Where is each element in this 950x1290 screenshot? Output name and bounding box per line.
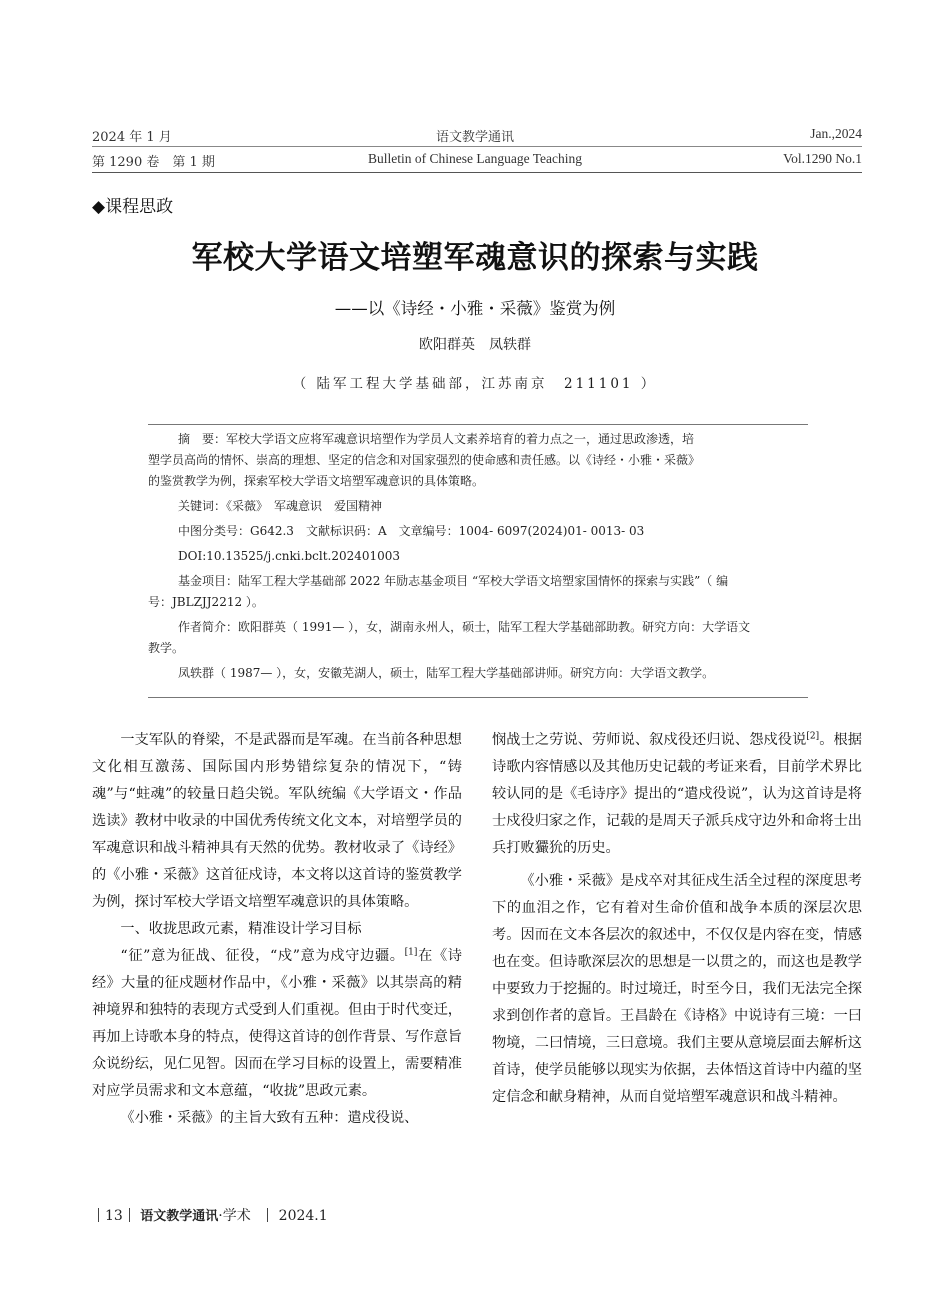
author-bio-line-2: 教学。 [148, 641, 185, 655]
article-subtitle: ——以《诗经・小雅・采薇》鉴赏为例 [334, 299, 616, 318]
abstract-line-3: 的鉴赏教学为例，探索军校大学语文培塑军魂意识的具体策略。 [148, 474, 485, 488]
author-bio-line-3: 凤轶群（ 1987— ），女，安徽芜湖人，硕士，陆军工程大学基础部讲师。研究方向：大学语文教学。 [178, 666, 715, 680]
footer-divider [129, 1208, 130, 1222]
footer-divider [98, 1208, 99, 1222]
abstract [148, 429, 808, 492]
author-bio-line-1: 作者简介：欧阳群英（ 1991— ），女，湖南永州人，硕士，陆军工程大学基础部助教。研究方向：大学语文 [178, 620, 751, 634]
footer-journal-suffix: ·学术 [218, 1208, 251, 1224]
header-rule-2 [92, 172, 862, 173]
classification: 中图分类号：G642.3 文献标识码：A 文章编号：1004- 6097(2024)01- 0013- 03 [178, 524, 645, 538]
left-paragraph-2-cont: 在《诗经》大量的征戍题材作品中，《小雅・采薇》以其崇高的精神境界和独特的表现方式受到人们重视。但由于时代变迁，再加上诗歌本身的特点，使得这首诗的创作背景、写作意旨众说纷纭，见仁见智。因而在学习目标的设置上，需要精准对应学员需求和文本意蕴，“收拢”思政元素。 [92, 948, 462, 1099]
reference-marker-1: [1] [404, 947, 418, 958]
header-volume-cn: 第 1290 卷 第 1 期 [92, 155, 215, 170]
article-title: 军校大学语文培塑军魂意识的探索与实践 [191, 240, 759, 276]
header-journal-cn: 语文教学通讯 [435, 130, 514, 145]
right-paragraph-1-text: 悯战士之劳说、劳师说、叙戍役还归说、怨戍役说 [492, 732, 807, 748]
page-number: 13 [105, 1208, 123, 1224]
authors: 欧阳群英 凤轶群 [419, 337, 531, 353]
abstract-line-1: 摘 要：军校大学语文应将军魂意识培塑作为学员人文素养培育的着力点之一，通过思政渗透，培 [178, 432, 695, 446]
left-paragraph-2-text: “征”意为征战、征役，“戍”意为戍守边疆。 [120, 948, 405, 964]
header-date-en: Jan.,2024 [810, 126, 862, 141]
metadata-block [148, 429, 808, 684]
footer-issue: 2024.1 [278, 1208, 328, 1224]
footer-divider [267, 1208, 268, 1222]
meta-rule-top [148, 424, 808, 425]
meta-rule-bottom [148, 697, 808, 698]
right-paragraph-1 [492, 727, 862, 862]
left-paragraph-2 [92, 943, 462, 1105]
header-volume-en: Vol.1290 No.1 [783, 151, 862, 166]
left-paragraph-3: 《小雅・采薇》的主旨大致有五种：遣戍役说、 [120, 1110, 419, 1126]
right-paragraph-1-cont: 。根据诗歌内容情感以及其他历史记载的考证来看，目前学术界比较认同的是《毛诗序》提出的“遣戍役说”，认为这首诗是将士戍役归家之作，记载的是周天子派兵戍守边外和命将士出兵打败玁狁的历史。 [492, 732, 862, 856]
page-footer [92, 1205, 328, 1225]
left-column [92, 727, 462, 1132]
right-column [492, 727, 862, 1111]
reference-marker-2: [2] [806, 731, 820, 742]
fund-line-1: 基金项目：陆军工程大学基础部 2022 年励志基金项目 “军校大学语文培塑家国情怀的探索与实践”（ 编 [178, 574, 729, 588]
section-heading-1: 一、收拢思政元素，精准设计学习目标 [120, 921, 362, 937]
header-date-cn: 2024 年 1 月 [92, 130, 172, 145]
abstract-line-2: 塑学员高尚的情怀、崇高的理想、坚定的信念和对国家强烈的使命感和责任感。以《诗经・小雅・采薇》 [148, 453, 701, 467]
footer-journal-name: 语文教学通讯 [140, 1209, 219, 1224]
right-paragraph-2: 《小雅・采薇》是戍卒对其征戍生活全过程的深度思考下的血泪之作，它有着对生命价值和战争本质的深层次思考。因而在文本各层次的叙述中，不仅仅是内容在变，情感也在变。但诗歌深层次的思想是一以贯之的，而这也是教学中要致力于挖掘的。时过境迁，时至今日，我们无法完全探求到创作者的意旨。王昌龄在《诗格》中说诗有三境：一曰物境，二曰情境，三曰意境。我们主要从意境层面去解析这首诗，使学员能够以现实为依据，去体悟这首诗中内蕴的坚定信念和献身精神，从而自觉培塑军魂意识和战斗精神。 [492, 873, 862, 1105]
header-rule-1 [92, 146, 862, 147]
section-label: ◆课程思政 [92, 197, 174, 217]
affiliation: （ 陆军工程大学基础部，江苏南京 211101 ） [292, 376, 658, 392]
keywords: 关键词：《采薇》 军魂意识 爱国精神 [178, 499, 383, 513]
left-paragraph-1: 一支军队的脊梁，不是武器而是军魂。在当前各种思想文化相互激荡、国际国内形势错综复杂的情况下，“铸魂”与“蛀魂”的较量日趋尖锐。军队统编《大学语文・作品选读》教材中收录的中国优秀传统文化文本，对培塑学员的军魂意识和战斗精神具有天然的优势。教材收录了《诗经》的《小雅・采薇》这首征戍诗，本文将以这首诗的鉴赏教学为例，探讨军校大学语文培塑军魂意识的具体策略。 [92, 732, 462, 910]
header-journal-en: Bulletin of Chinese Language Teaching [368, 151, 582, 166]
fund-line-2: 号：JBLZJJ2212 ）。 [148, 595, 264, 609]
doi: DOI:10.13525/j.cnki.bclt.202401003 [178, 549, 401, 563]
